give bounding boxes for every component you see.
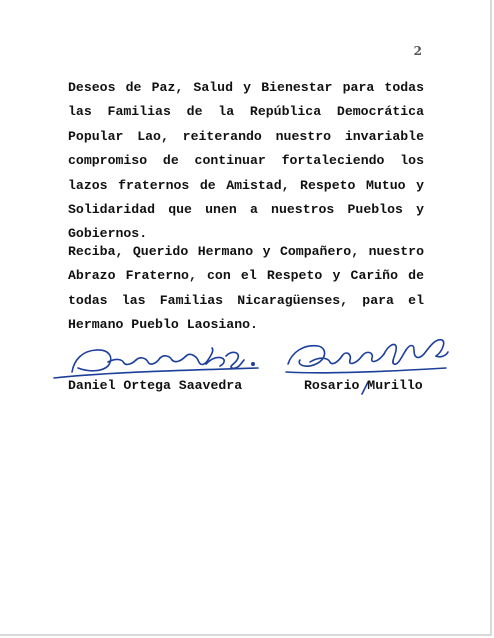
signer-name-rosario-murillo: Rosario Murillo — [304, 378, 423, 393]
signer-name-daniel-ortega: Daniel Ortega Saavedra — [68, 378, 243, 393]
paragraph-wishes: Deseos de Paz, Salud y Bienestar para todas las Familias de la República Democrática Popular Lao, reiterando nuestro invariable compromiso de continuar fortaleciendo los lazos fraternos de Amistad, Respeto Mutuo y Solidaridad que unen a nuestros Pueblos y Gobiernos. — [68, 80, 424, 242]
signature-daniel-ortega — [54, 348, 258, 378]
page-number: 2 — [413, 44, 422, 58]
paragraph-greeting: Reciba, Querido Hermano y Compañero, nuestro Abrazo Fraterno, con el Respeto y Cariño de todas las Familias Nicaragüenses, para el Hermano Pueblo Laosiano. — [68, 244, 424, 333]
